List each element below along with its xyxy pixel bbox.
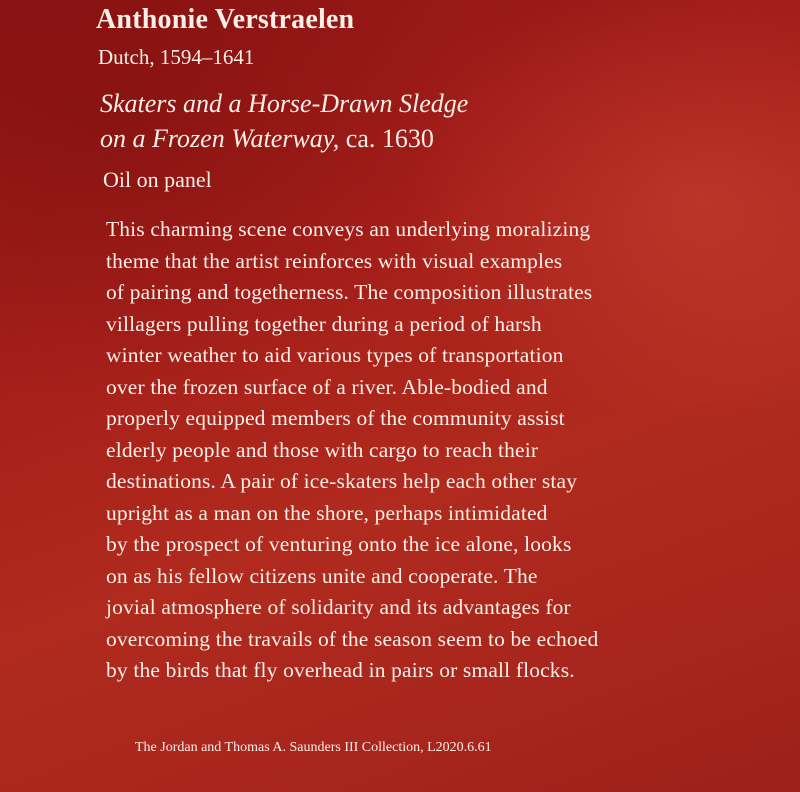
artist-name: Anthonie Verstraelen [96,4,355,35]
description-line: upright as a man on the shore, perhaps intimidated [106,500,548,525]
description-line: over the frozen surface of a river. Able-bodied and [106,374,548,399]
title-line-1: Skaters and a Horse-Drawn Sledge [100,89,469,118]
description-line: jovial atmosphere of solidarity and its advantages for [106,595,571,619]
title-line-2: on a Frozen Waterway, [100,124,340,153]
artwork-date: ca. 1630 [339,124,434,153]
description-line: theme that the artist reinforces with visual examples [106,248,563,273]
credit-line: The Jordan and Thomas A. Saunders III Collection, L2020.6.61 [135,740,492,755]
artist-nationality-dates: Dutch, 1594–1641 [98,45,255,69]
description-line: winter weather to aid various types of transportation [106,343,564,367]
description-text [106,214,766,687]
description-line: elderly people and those with cargo to reach their [106,437,539,462]
artwork-medium: Oil on panel [103,167,212,192]
description-line: on as his fellow citizens unite and cooperate. The [106,563,538,588]
description-line: by the prospect of venturing onto the ice alone, looks [106,532,572,556]
description-line: This charming scene conveys an underlying moralizing [106,217,591,241]
description-line: destinations. A pair of ice-skaters help each other stay [106,469,578,493]
description-line: villagers pulling together during a period of harsh [106,311,542,336]
artwork-title [100,86,468,156]
description-line: of pairing and togetherness. The composition illustrates [106,280,593,304]
description-line: by the birds that fly overhead in pairs or small flocks. [106,658,575,682]
description-line: properly equipped members of the community assist [106,406,565,430]
description-line: overcoming the travails of the season seem to be echoed [106,626,599,651]
